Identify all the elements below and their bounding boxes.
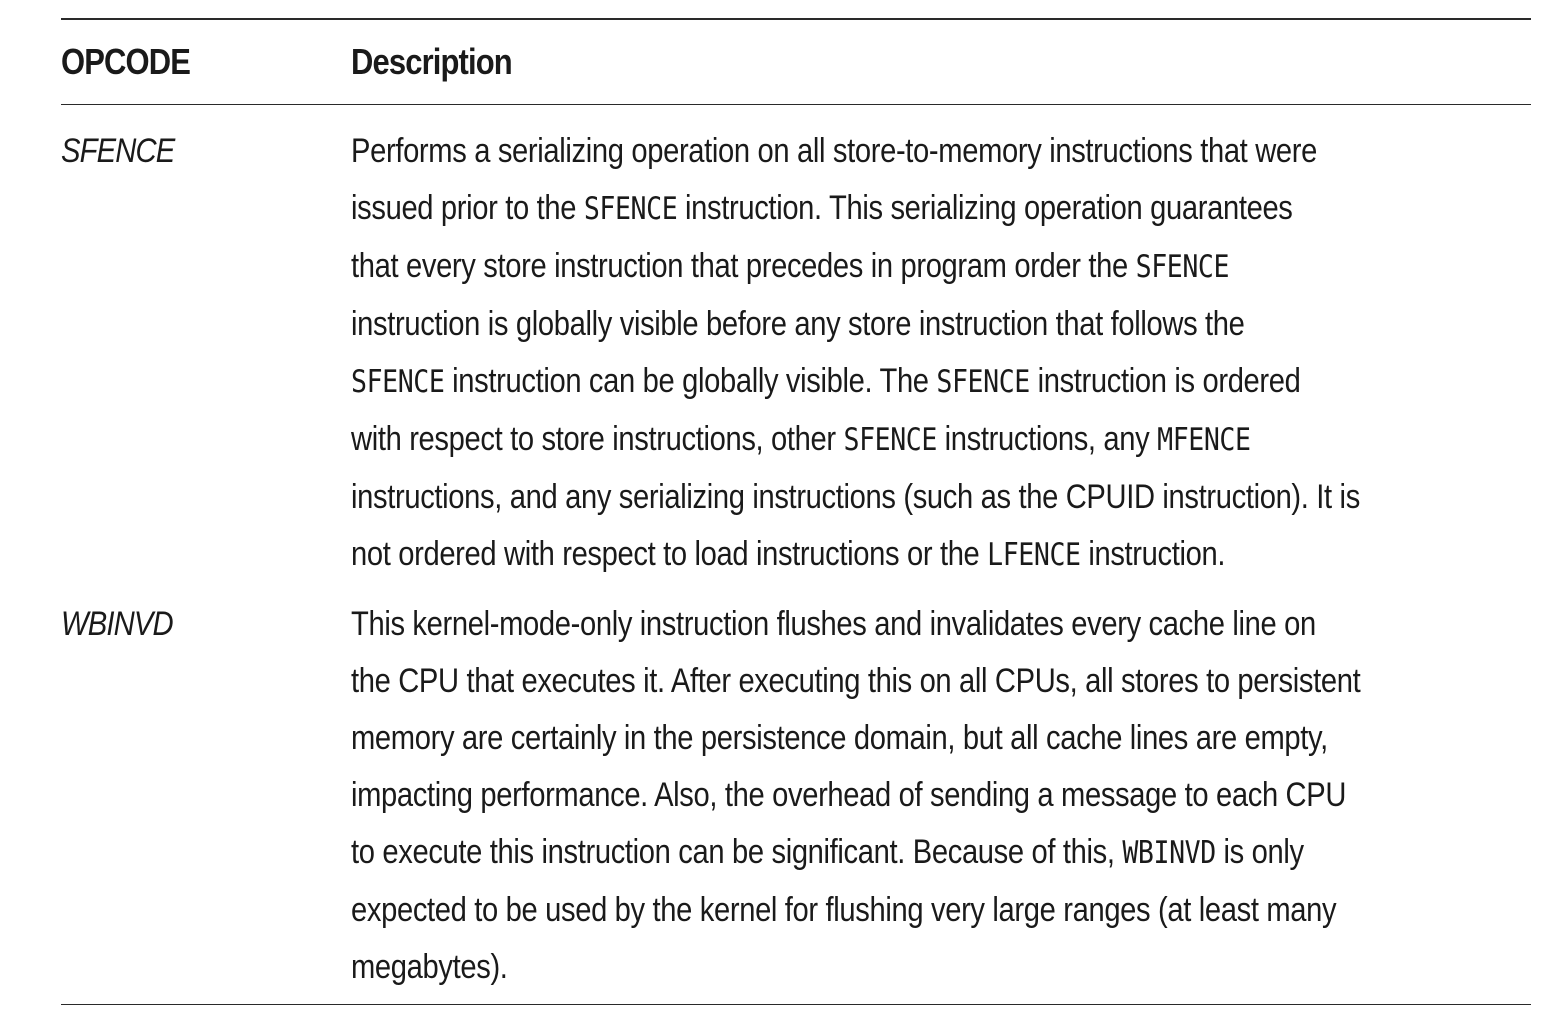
code-token: SFENCE — [936, 364, 1030, 400]
table-header-row — [61, 20, 1531, 104]
description-cell — [351, 123, 1544, 584]
opcode-cell: SFENCE — [61, 132, 175, 170]
text-run: instructions, any — [936, 420, 1158, 458]
text-run: expected to be used by the kernel for flushing very large ranges (at least many — [351, 891, 1337, 929]
description-line — [351, 180, 1360, 238]
text-run: instruction is ordered — [1029, 362, 1301, 400]
table-row — [61, 105, 1531, 584]
text-run: instruction. This serializing operation guarantees — [677, 189, 1293, 227]
description-line — [351, 939, 1360, 996]
description-line — [351, 238, 1360, 296]
description-line — [351, 653, 1360, 710]
description-line — [351, 710, 1360, 767]
text-run: the CPU that executes it. After executing this on all CPUs, all stores to persistent — [351, 662, 1361, 700]
description-line — [351, 123, 1360, 180]
text-run: instruction can be globally visible. The — [444, 362, 937, 400]
text-run: impacting performance. Also, the overhead of sending a message to each CPU — [351, 776, 1347, 814]
description-line — [351, 296, 1360, 353]
text-run: instruction. — [1080, 535, 1226, 573]
description-line — [351, 526, 1360, 584]
description-line — [351, 882, 1360, 939]
text-run: instruction is globally visible before any store instruction that follows the — [351, 305, 1245, 343]
text-run: Performs a serializing operation on all store-to-memory instructions that were — [351, 132, 1317, 170]
text-run: not ordered with respect to load instructions or the — [351, 535, 988, 573]
text-run: memory are certainly in the persistence domain, but all cache lines are empty, — [351, 719, 1328, 757]
description-line — [351, 411, 1360, 469]
code-token: SFENCE — [843, 422, 937, 458]
text-run: instructions, and any serializing instructions (such as the CPUID instruction). It is — [351, 478, 1360, 516]
opcode-cell: WBINVD — [61, 605, 173, 643]
text-run: that every store instruction that precedes in program order the — [351, 247, 1136, 285]
code-token: LFENCE — [987, 537, 1081, 573]
text-run: to execute this instruction can be significant. Because of this, — [351, 833, 1123, 871]
text-run: issued prior to the — [351, 189, 584, 227]
description-line — [351, 353, 1360, 411]
table-bottom-rule — [61, 1004, 1531, 1005]
text-run: with respect to store instructions, other — [351, 420, 844, 458]
description-line — [351, 767, 1360, 824]
description-cell — [351, 596, 1544, 996]
description-line — [351, 596, 1360, 653]
text-run: megabytes). — [351, 948, 508, 986]
text-run: This kernel-mode-only instruction flushes and invalidates every cache line on — [351, 605, 1316, 643]
description-column-header: Description — [351, 41, 512, 82]
description-line — [351, 824, 1360, 882]
description-line — [351, 469, 1360, 526]
code-token: MFENCE — [1157, 422, 1251, 458]
opcode-table — [61, 18, 1531, 1005]
text-run: is only — [1215, 833, 1304, 871]
code-token: SFENCE — [583, 191, 678, 227]
opcode-column-header: OPCODE — [61, 41, 191, 82]
code-token: SFENCE — [1135, 249, 1230, 285]
code-token: WBINVD — [1122, 835, 1216, 871]
code-token: SFENCE — [351, 364, 445, 400]
table-row — [61, 584, 1531, 1004]
